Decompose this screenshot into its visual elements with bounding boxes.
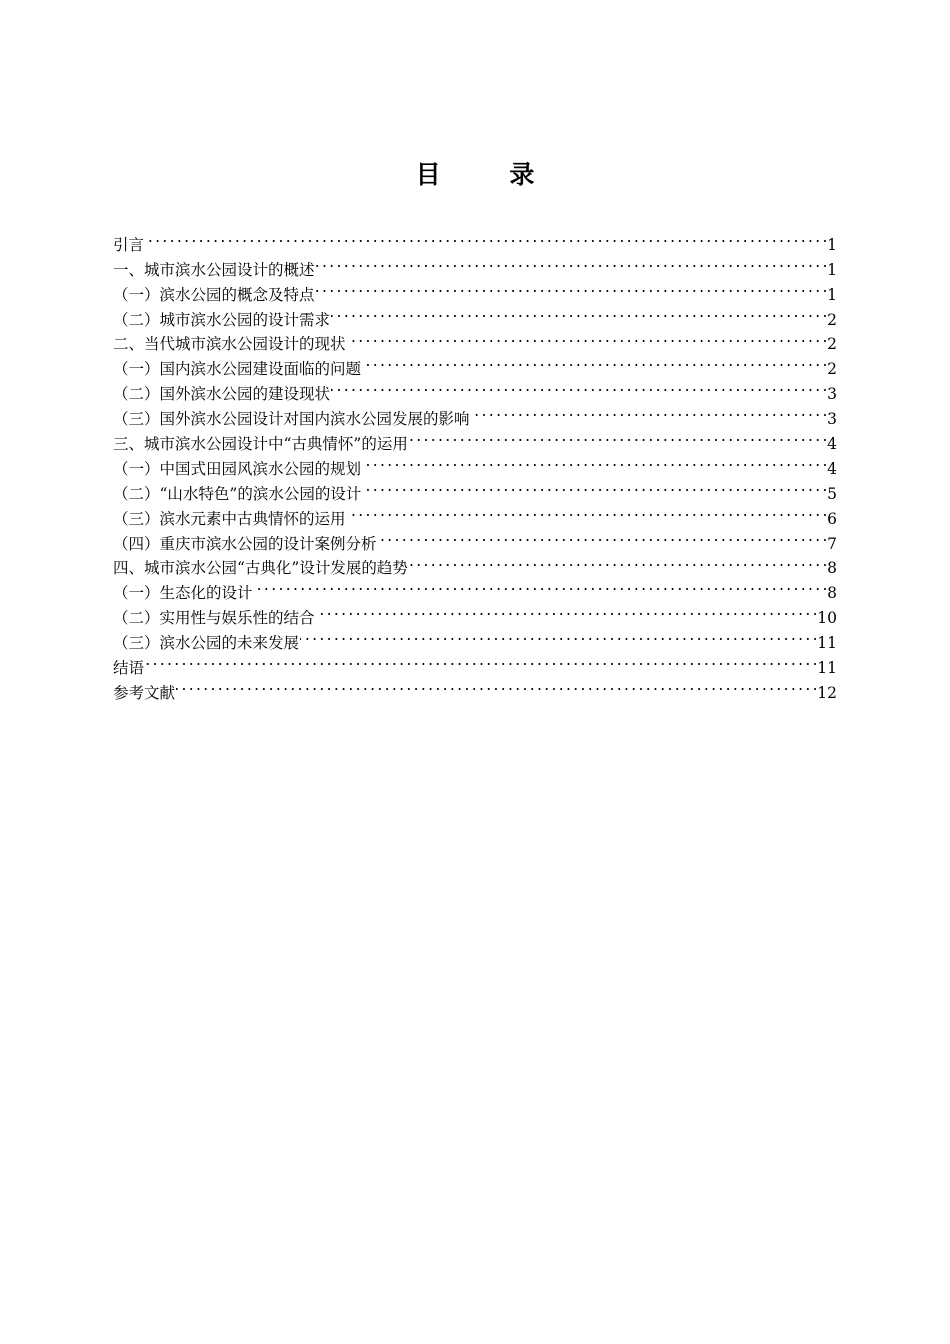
toc-dot-leader xyxy=(316,250,827,275)
toc-dot-leader xyxy=(362,449,826,474)
toc-entry[interactable] xyxy=(113,250,837,279)
toc-entry-page-number: 1 xyxy=(827,235,837,254)
toc-list xyxy=(113,225,837,702)
toc-dot-leader xyxy=(145,225,826,250)
toc-entry-page-number: 2 xyxy=(827,335,837,354)
toc-dot-leader xyxy=(176,673,816,698)
toc-entry-page-number: 3 xyxy=(827,385,837,404)
toc-title: 目 录 xyxy=(415,160,565,189)
toc-entry-label: 参考文献 xyxy=(113,683,176,702)
toc-entry-label: （三）滨水元素中古典情怀的运用 xyxy=(113,509,346,528)
toc-entry-label: 一、城市滨水公园设计的概述 xyxy=(113,260,315,279)
toc-entry-page-number: 1 xyxy=(827,285,837,304)
toc-dot-leader xyxy=(409,424,826,449)
toc-entry-page-number: 11 xyxy=(817,659,837,678)
toc-entry-label: （二）国外滨水公园的建设现状 xyxy=(113,385,331,404)
toc-dot-leader xyxy=(300,623,816,648)
toc-entry-page-number: 3 xyxy=(827,410,837,429)
toc-entry-label: （一）滨水公园的概念及特点 xyxy=(113,285,315,304)
toc-entry-page-number: 11 xyxy=(817,634,837,653)
toc-dot-leader xyxy=(378,524,827,549)
toc-entry-page-number: 2 xyxy=(827,310,837,329)
toc-entry-label: （二）城市滨水公园的设计需求 xyxy=(113,310,331,329)
toc-dot-leader xyxy=(316,598,817,623)
toc-entry-page-number: 7 xyxy=(827,534,837,553)
toc-dot-leader xyxy=(347,499,827,524)
toc-entry-page-number: 10 xyxy=(817,609,837,628)
toc-entry-page-number: 8 xyxy=(827,584,837,603)
toc-entry[interactable] xyxy=(113,225,837,254)
toc-dot-leader xyxy=(347,325,827,350)
toc-entry[interactable] xyxy=(113,673,837,702)
toc-entry-label: （二）实用性与娱乐性的结合 xyxy=(113,609,315,628)
toc-dot-leader xyxy=(409,549,826,574)
toc-entry-label: （三）滨水公园的未来发展 xyxy=(113,634,300,653)
toc-entry-page-number: 4 xyxy=(827,435,837,454)
toc-entry-label: （一）中国式田园风滨水公园的规划 xyxy=(113,459,362,478)
toc-dot-leader xyxy=(362,474,826,499)
toc-entry-page-number: 2 xyxy=(827,360,837,379)
toc-entry-label: （一）生态化的设计 xyxy=(113,584,253,603)
toc-dot-leader xyxy=(331,300,826,325)
toc-dot-leader xyxy=(145,648,816,673)
toc-dot-leader xyxy=(316,275,827,300)
toc-entry-label: 四、城市滨水公园“古典化”设计发展的趋势 xyxy=(113,559,408,578)
toc-entry-label: 三、城市滨水公园设计中“古典情怀”的运用 xyxy=(113,435,408,454)
toc-dot-leader xyxy=(254,573,827,598)
toc-entry-label: （四）重庆市滨水公园的设计案例分析 xyxy=(113,534,377,553)
toc-entry-label: 引言 xyxy=(113,235,145,254)
toc-entry-label: 二、当代城市滨水公园设计的现状 xyxy=(113,335,346,354)
toc-entry-page-number: 12 xyxy=(817,683,837,702)
toc-dot-leader xyxy=(362,349,826,374)
toc-dot-leader xyxy=(331,374,826,399)
toc-entry-label: （三）国外滨水公园设计对国内滨水公园发展的影响 xyxy=(113,410,470,429)
toc-dot-leader xyxy=(471,399,827,424)
toc-entry-page-number: 1 xyxy=(827,260,837,279)
toc-entry[interactable] xyxy=(113,648,837,678)
toc-entry-page-number: 6 xyxy=(827,509,837,528)
toc-entry-page-number: 8 xyxy=(827,559,837,578)
toc-entry-label: （二）“山水特色”的滨水公园的设计 xyxy=(113,484,362,503)
toc-entry-page-number: 5 xyxy=(827,484,837,503)
toc-entry-label: （一）国内滨水公园建设面临的问题 xyxy=(113,360,362,379)
toc-entry-page-number: 4 xyxy=(827,459,837,478)
toc-entry-label: 结语 xyxy=(113,659,145,678)
